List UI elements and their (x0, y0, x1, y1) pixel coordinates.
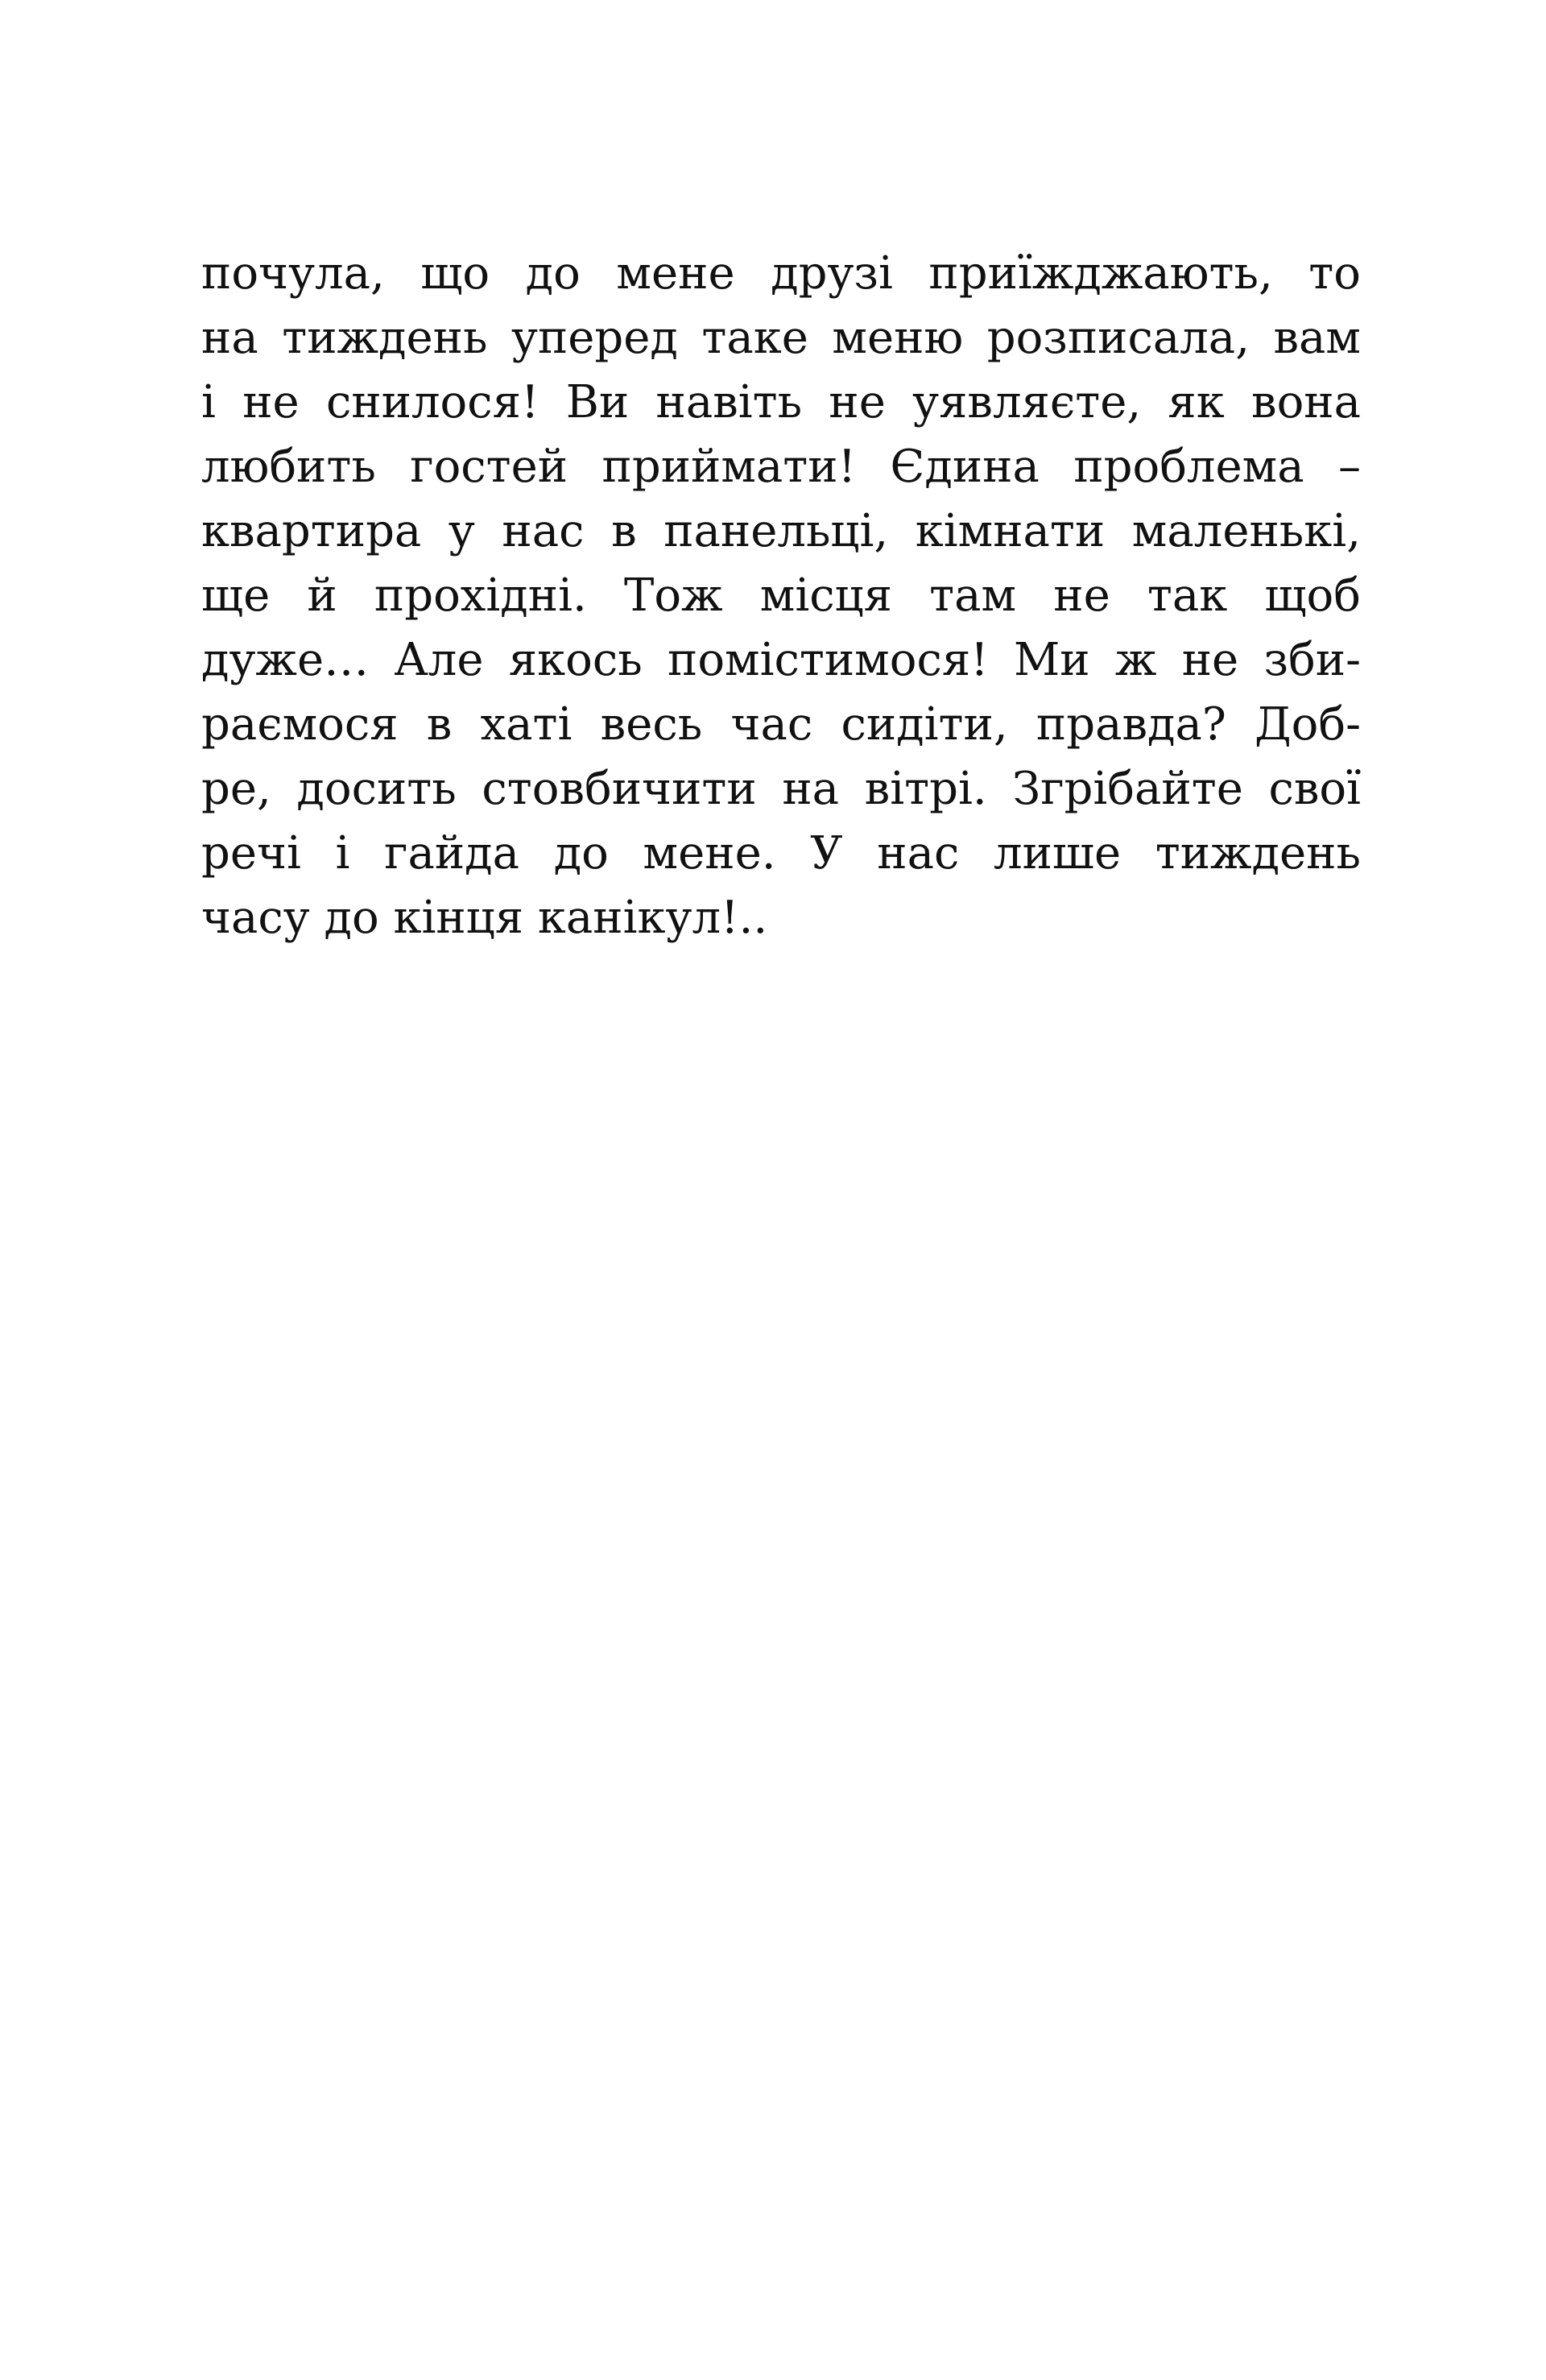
text-line: часу до кінця канікул!.. (201, 892, 768, 944)
text-line: ре, досить стовбичити на вітрі. Згрібайте свої (201, 763, 1361, 815)
text-line: на тиждень уперед таке меню розписала, вам (201, 312, 1361, 364)
text-line: почула, що до мене друзі приїжджають, то (201, 247, 1361, 300)
text-line: речі і гайда до мене. У нас лише тиждень (201, 827, 1361, 880)
text-line: і не снилося! Ви навіть не уявляєте, як вона (201, 376, 1361, 428)
text-line: дуже… Але якось помістимося! Ми ж не зби- (201, 634, 1361, 686)
text-line: ще й прохідні. Тож місця там не так щоб (201, 569, 1361, 622)
text-line: квартира у нас в панельці, кімнати маленькі, (201, 505, 1361, 557)
body-text (201, 242, 1361, 950)
text-line: раємося в хаті весь час сидіти, правда? Доб- (201, 698, 1361, 751)
text-line: любить гостей приймати! Єдина проблема – (201, 441, 1361, 493)
